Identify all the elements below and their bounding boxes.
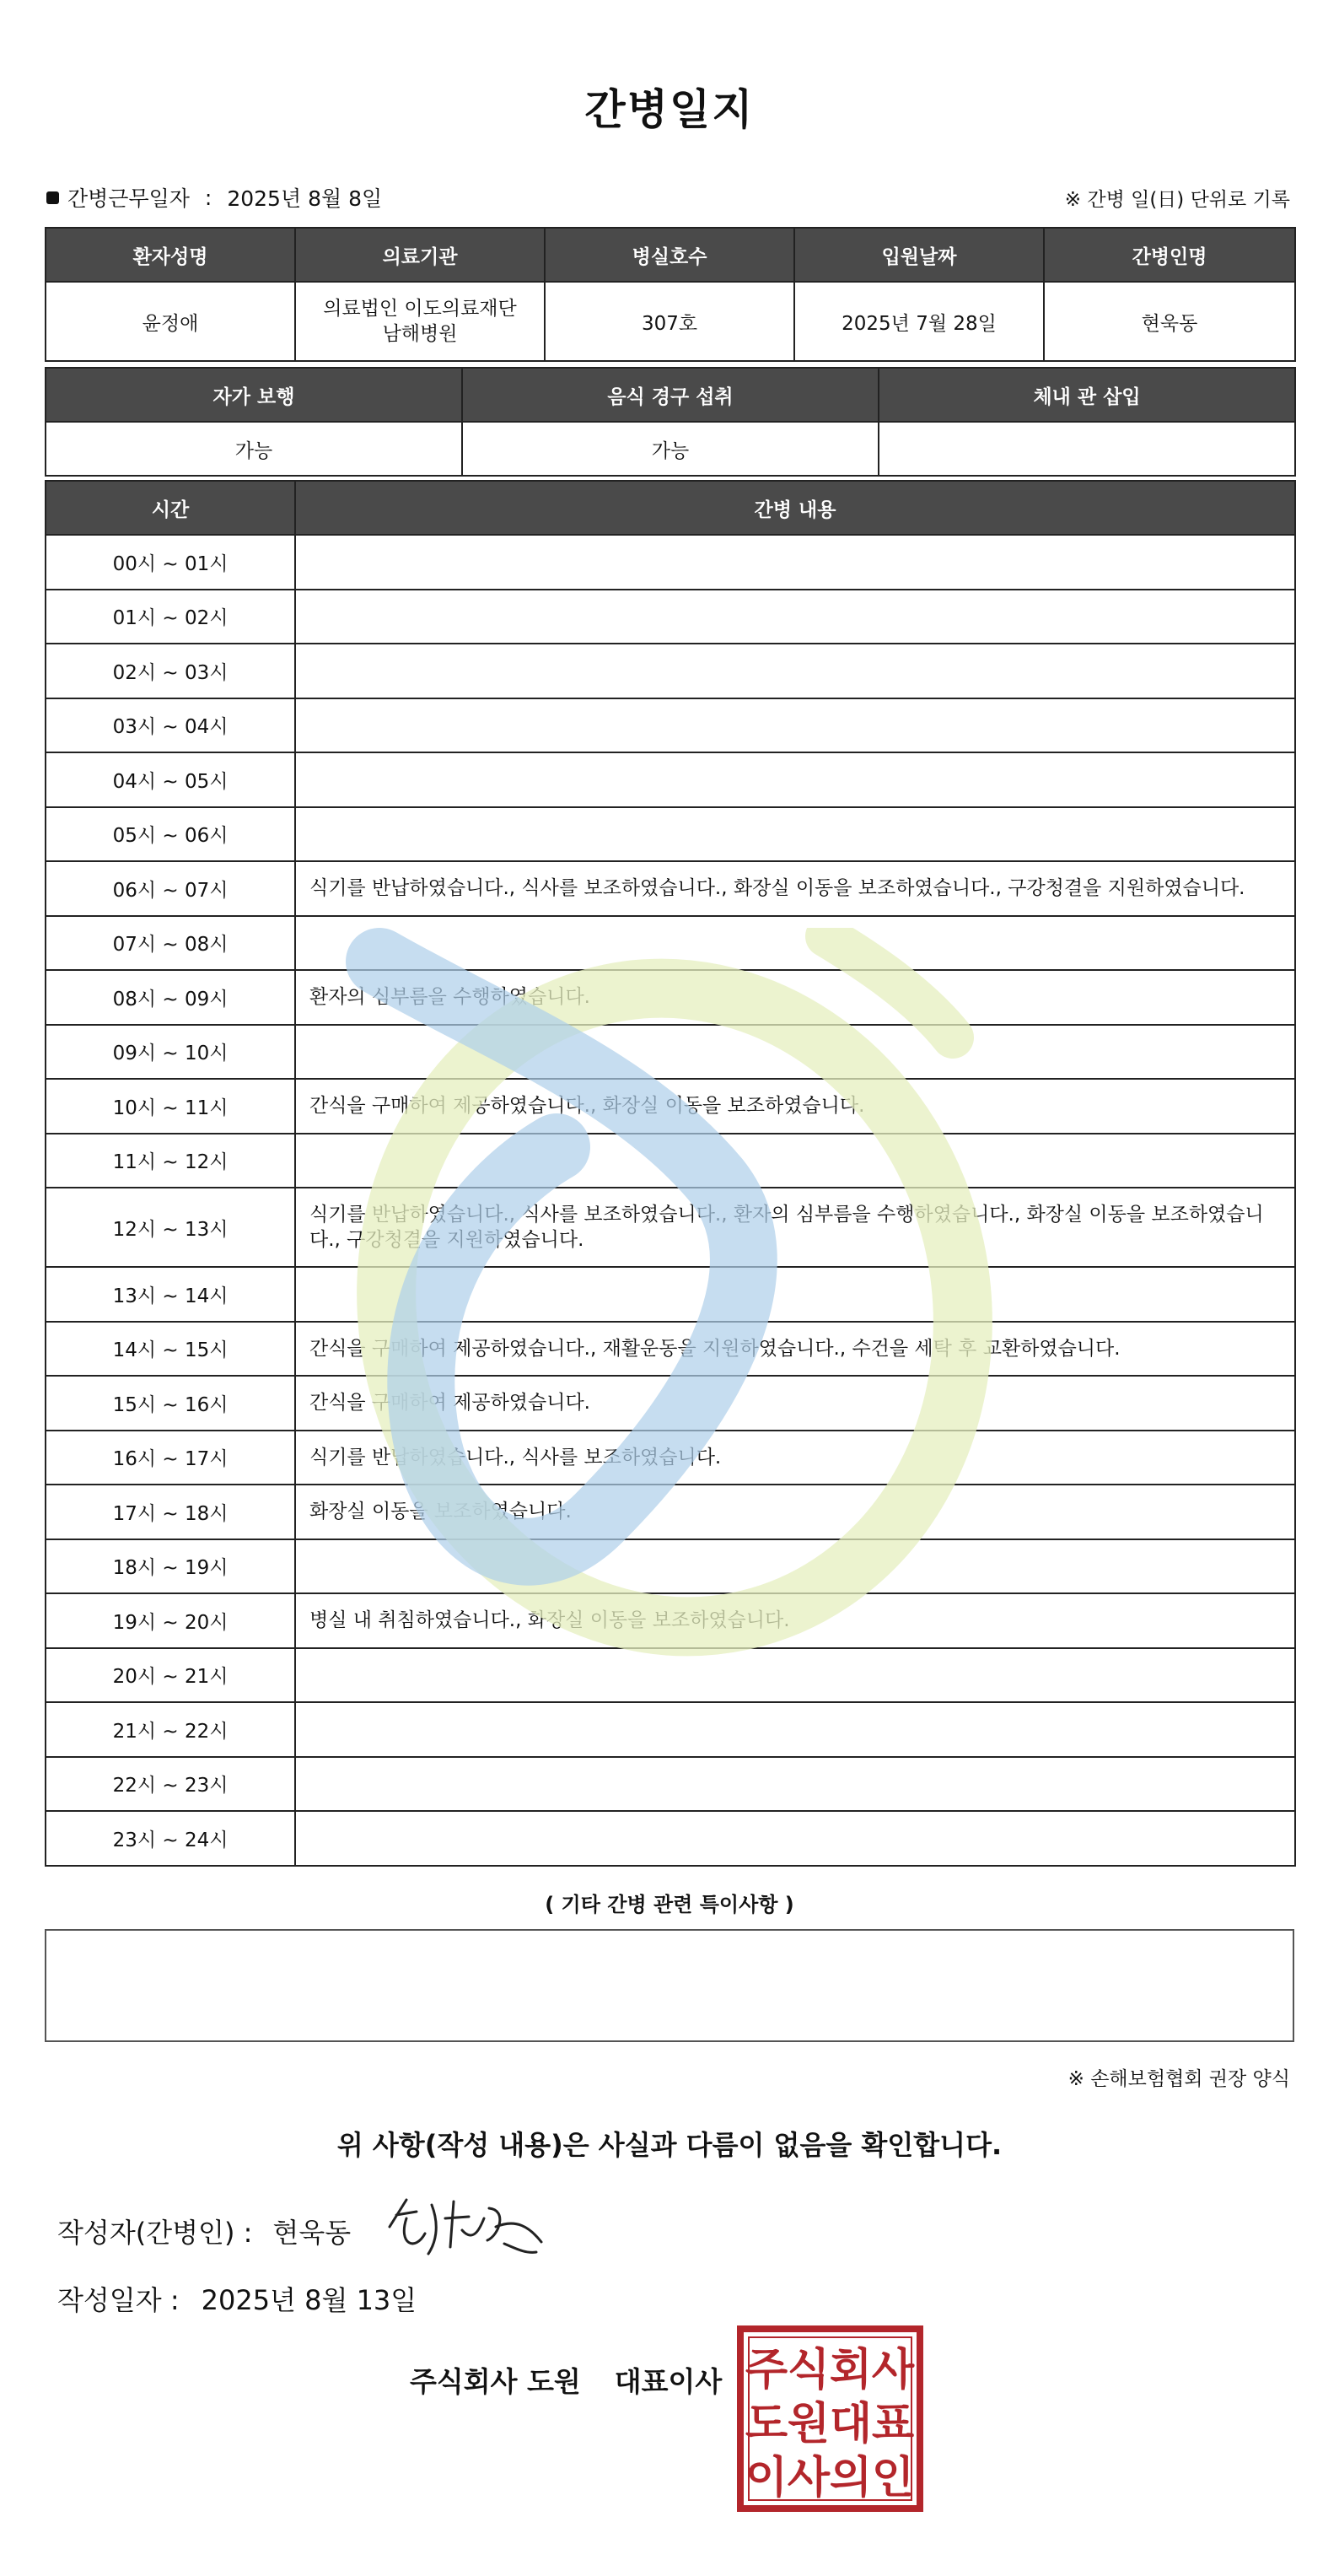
ceo-title: 대표이사 [614, 2365, 723, 2398]
work-date-separator: : [204, 185, 212, 210]
time-cell: 02시 ~ 03시 [46, 644, 295, 698]
seal-character: 인 [871, 2453, 915, 2503]
header-room: 병실호수 [545, 228, 794, 282]
confirmation-statement: 위 사항(작성 내용)은 사실과 다름이 없음을 확인합니다. [336, 2129, 1003, 2161]
care-content-cell: 식기를 반납하였습니다., 식사를 보조하였습니다., 환자의 심부름을 수행하였습니다., 화장실 이동을 보조하였습니다., 구강청결을 지원하였습니다. [295, 1188, 1295, 1267]
time-cell: 17시 ~ 18시 [46, 1485, 295, 1539]
care-content-cell: 간식을 구매하여 제공하였습니다., 화장실 이동을 보조하였습니다. [295, 1079, 1295, 1134]
work-date-value: 2025년 8월 8일 [227, 186, 383, 211]
header-admission-date: 입원날짜 [794, 228, 1044, 282]
time-cell: 10시 ~ 11시 [46, 1079, 295, 1134]
time-cell: 16시 ~ 17시 [46, 1431, 295, 1485]
company-line [410, 2360, 722, 2400]
table-row [46, 1376, 1295, 1431]
table-row [46, 1025, 1295, 1080]
care-content-cell: 환자의 심부름을 수행하였습니다. [295, 970, 1295, 1025]
care-content-cell [295, 916, 1295, 971]
time-cell: 00시 ~ 01시 [46, 535, 295, 590]
care-content-cell [295, 698, 1295, 753]
daily-record-note: ※ 간병 일(日) 단위로 기록 [1064, 189, 1290, 211]
care-content-cell [295, 535, 1295, 590]
tube-insertion-value [879, 422, 1295, 476]
caregiver-name: 현욱동 [1044, 282, 1295, 361]
table-row [46, 1188, 1295, 1267]
header-caregiver: 간병인명 [1044, 228, 1295, 282]
seal-character: 사 [787, 2453, 831, 2503]
time-cell: 01시 ~ 02시 [46, 590, 295, 644]
written-date-label: 작성일자 : [57, 2284, 180, 2316]
care-content-cell [295, 644, 1295, 698]
time-cell: 11시 ~ 12시 [46, 1134, 295, 1188]
oral-intake-value: 가능 [462, 422, 879, 476]
header-self-walking: 자가 보행 [46, 368, 462, 422]
time-cell: 08시 ~ 09시 [46, 970, 295, 1025]
table-row [46, 1431, 1295, 1485]
time-cell: 20시 ~ 21시 [46, 1648, 295, 1703]
association-note: ※ 손해보험협회 권장 양식 [1067, 2068, 1290, 2090]
seal-character: 원 [787, 2399, 831, 2449]
seal-character: 이 [745, 2453, 788, 2503]
header-oral-intake: 음식 경구 섭취 [462, 368, 879, 422]
time-cell: 13시 ~ 14시 [46, 1267, 295, 1322]
written-date-value: 2025년 8월 13일 [201, 2284, 417, 2316]
time-cell: 09시 ~ 10시 [46, 1025, 295, 1080]
care-log-table [45, 480, 1296, 1867]
writer-name: 현욱동 [272, 2217, 352, 2249]
care-content-cell [295, 1648, 1295, 1703]
care-log-body [46, 535, 1295, 1866]
care-content-cell [295, 807, 1295, 862]
table-row [46, 970, 1295, 1025]
time-cell: 04시 ~ 05시 [46, 752, 295, 807]
time-cell: 12시 ~ 13시 [46, 1188, 295, 1267]
self-walking-value: 가능 [46, 422, 462, 476]
time-cell: 03시 ~ 04시 [46, 698, 295, 753]
time-cell: 15시 ~ 16시 [46, 1376, 295, 1431]
table-row [46, 807, 1295, 862]
care-content-cell: 간식을 구매하여 제공하였습니다., 재활운동을 지원하였습니다., 수건을 세탁 후 교환하였습니다. [295, 1322, 1295, 1377]
time-cell: 22시 ~ 23시 [46, 1757, 295, 1812]
written-date-line [57, 2279, 417, 2318]
care-content-cell [295, 1025, 1295, 1080]
bullet-icon [46, 191, 59, 204]
company-seal [735, 2324, 925, 2514]
table-row [46, 1811, 1295, 1866]
seal-character: 사 [871, 2345, 915, 2395]
care-content-cell: 간식을 구매하여 제공하였습니다. [295, 1376, 1295, 1431]
time-cell: 14시 ~ 15시 [46, 1322, 295, 1377]
patient-name: 윤정애 [46, 282, 295, 361]
institution-line2: 남해병원 [382, 323, 458, 345]
table-row [46, 535, 1295, 590]
care-content-cell [295, 590, 1295, 644]
header-patient-name: 환자성명 [46, 228, 295, 282]
table-row [46, 861, 1295, 916]
table-row [46, 590, 1295, 644]
table-row [46, 1757, 1295, 1812]
time-cell: 18시 ~ 19시 [46, 1539, 295, 1594]
table-row [46, 916, 1295, 971]
table-row [46, 698, 1295, 753]
table-row [46, 1593, 1295, 1648]
header-time: 시간 [46, 481, 295, 535]
admission-date: 2025년 7월 28일 [794, 282, 1044, 361]
page-title: 간병일지 [584, 85, 755, 134]
seal-character: 도 [745, 2399, 788, 2449]
care-content-cell: 화장실 이동을 보조하였습니다. [295, 1485, 1295, 1539]
table-row [46, 1702, 1295, 1757]
writer-label: 작성자(간병인) : [57, 2217, 253, 2249]
care-content-cell [295, 752, 1295, 807]
time-cell: 05시 ~ 06시 [46, 807, 295, 862]
care-content-cell [295, 1539, 1295, 1594]
table-row [46, 1079, 1295, 1134]
patient-status-table [45, 367, 1296, 477]
institution-cell [295, 282, 545, 361]
room-number: 307호 [545, 282, 794, 361]
table-row [46, 1485, 1295, 1539]
care-content-cell [295, 1811, 1295, 1866]
seal-character: 대 [829, 2399, 873, 2449]
remarks-box [45, 1929, 1294, 2042]
table-row [46, 1322, 1295, 1377]
time-cell: 07시 ~ 08시 [46, 916, 295, 971]
header-institution: 의료기관 [295, 228, 545, 282]
patient-info-table [45, 227, 1296, 362]
table-row [46, 1134, 1295, 1188]
seal-character: 표 [871, 2399, 915, 2449]
seal-character: 주 [745, 2345, 788, 2395]
table-row [46, 1648, 1295, 1703]
care-content-cell: 식기를 반납하였습니다., 식사를 보조하였습니다. [295, 1431, 1295, 1485]
care-content-cell [295, 1757, 1295, 1812]
writer-line [57, 2212, 351, 2250]
time-cell: 21시 ~ 22시 [46, 1702, 295, 1757]
seal-character: 의 [829, 2453, 873, 2503]
work-date-label: 간병근무일자 [67, 186, 190, 211]
remarks-title: ( 기타 간병 관련 특이사항 ) [545, 1893, 794, 1916]
company-name: 주식회사 도원 [410, 2365, 581, 2398]
header-tube-insertion: 체내 관 삽입 [879, 368, 1295, 422]
institution-line1: 의료법인 이도의료재단 [323, 298, 517, 320]
table-row [46, 752, 1295, 807]
time-cell: 23시 ~ 24시 [46, 1811, 295, 1866]
handwritten-signature [381, 2193, 550, 2261]
care-content-cell [295, 1267, 1295, 1322]
table-row [46, 1267, 1295, 1322]
care-content-cell [295, 1702, 1295, 1757]
care-content-cell: 병실 내 취침하였습니다., 화장실 이동을 보조하였습니다. [295, 1593, 1295, 1648]
work-date-line [46, 182, 382, 213]
care-content-cell [295, 1134, 1295, 1188]
table-row [46, 1539, 1295, 1594]
care-content-cell: 식기를 반납하였습니다., 식사를 보조하였습니다., 화장실 이동을 보조하였습니다., 구강청결을 지원하였습니다. [295, 861, 1295, 916]
table-row [46, 644, 1295, 698]
seal-character: 회 [829, 2345, 873, 2395]
time-cell: 19시 ~ 20시 [46, 1593, 295, 1648]
header-care-content: 간병 내용 [295, 481, 1295, 535]
time-cell: 06시 ~ 07시 [46, 861, 295, 916]
seal-character: 식 [787, 2345, 831, 2395]
